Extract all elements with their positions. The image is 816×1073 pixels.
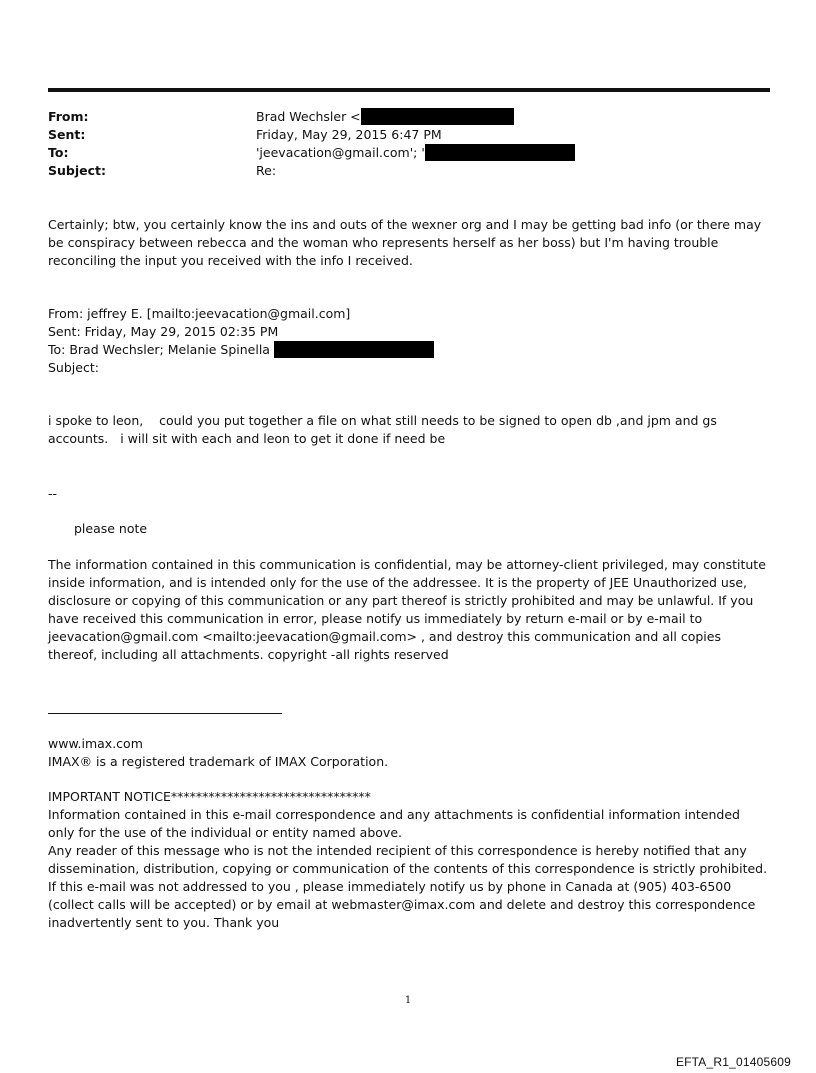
fwd-from: From: jeffrey E. [mailto:jeevacation@gmail.com] [48,306,351,321]
email-header [48,108,768,180]
to-value: 'jeevacation@gmail.com'; ' [256,144,768,162]
original-body [48,412,768,448]
signature-dash: -- [48,486,58,501]
original-text: i spoke to leon, could you put together a file on what still needs to be signed to open db ,and jpm and gs accounts. i will sit with each and leon to get it done if need be [48,413,721,446]
notice-paragraph-2: Any reader of this message who is not the intended recipient of this correspondence is hereby notified that any dissemination, distribution, copying or communication of the contents of this correspondence is strictly prohibited. If this e-mail was not addressed to you , please immediately notify us by phone in Canada at (905) 403-6500 (collect calls will be accepted) or by email at webmaster@imax.com and delete and destroy this correspondence inadvertently sent to you. Thank you [48,843,768,930]
please-note: please note [74,521,148,536]
imax-notice [48,788,768,932]
fwd-to-row [48,341,768,359]
from-value: Brad Wechsler < [256,108,768,126]
redaction-box [274,341,434,358]
to-row [48,144,768,162]
reply-text: Certainly; btw, you certainly know the ins and outs of the wexner org and I may be getting bad info (or there may be conspiracy between rebecca and the woman who represents herself as her boss) but I'm having trouble reconciling the input you received with the info I received. [48,217,762,268]
header-rule [48,88,770,92]
fwd-subject: Subject: [48,360,99,375]
notice-paragraph-1: Information contained in this e-mail correspondence and any attachments is confidential information intended only for the use of the individual or entity named above. [48,807,740,840]
forwarded-header [48,305,768,377]
subject-value: Re: [256,163,277,178]
fwd-sent: Sent: Friday, May 29, 2015 02:35 PM [48,324,279,339]
redaction-box [361,108,514,125]
page-number: 1 [404,995,412,1006]
confidentiality-notice [48,556,768,664]
redaction-box [425,144,575,161]
fwd-to: To: Brad Wechsler; Melanie Spinella [48,342,270,357]
imax-url: www.imax.com [48,736,143,751]
document-id: EFTA_R1_01405609 [675,1055,791,1069]
signature-rule [48,713,282,714]
subject-label: Subject: [48,163,106,178]
to-label: To: [48,145,69,160]
from-label: From: [48,109,89,124]
notice-title: IMPORTANT NOTICE******************************** [48,789,371,804]
sent-value: Friday, May 29, 2015 6:47 PM [256,127,442,142]
sent-row [48,126,768,144]
subject-row [48,162,768,180]
sent-label: Sent: [48,127,86,142]
imax-trademark: IMAX® is a registered trademark of IMAX Corporation. [48,754,389,769]
from-row [48,108,768,126]
imax-footer [48,735,768,771]
confidentiality-text: The information contained in this communication is confidential, may be attorney-client privileged, may constitute inside information, and is intended only for the use of the addressee. It is the property of JEE Unauthorized use, disclosure or copying of this communication or any part thereof is strictly prohibited and may be unlawful. If you have received this communication in error, please notify us immediately by return e-mail or by e-mail to jeevacation@gmail.com <mailto:jeevacation@gmail.com> , and destroy this communication and all copies thereof, including all attachments. copyright -all rights reserved [48,557,766,662]
reply-body [48,216,768,270]
